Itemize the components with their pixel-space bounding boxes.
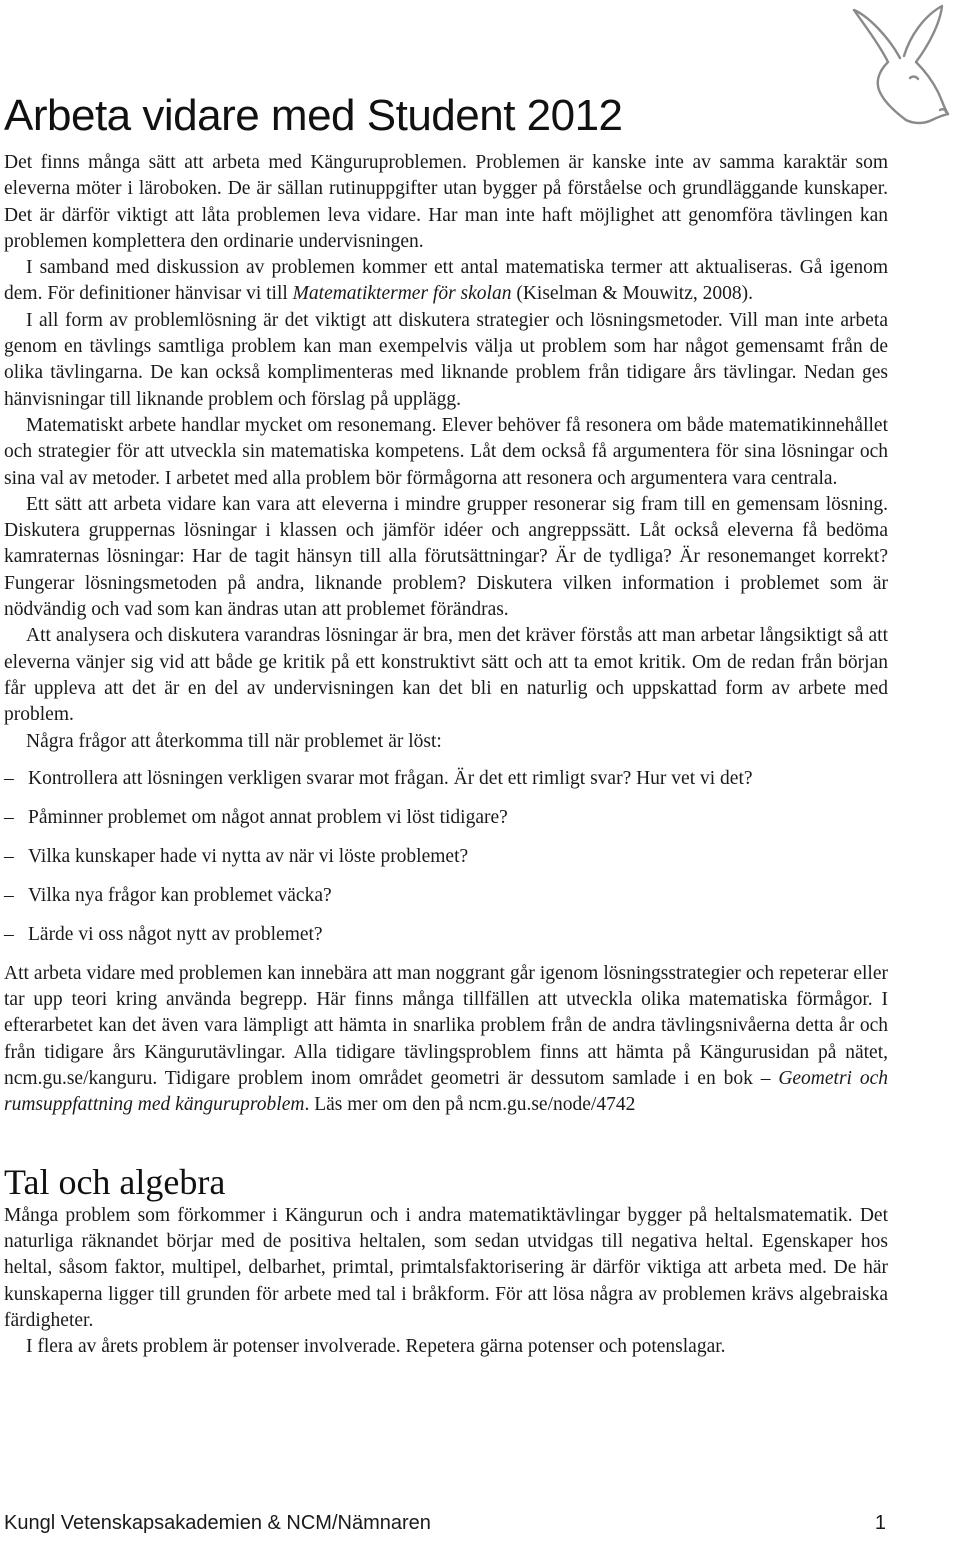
section-heading: Tal och algebra (4, 1161, 226, 1202)
intro-paragraph-6: Att analysera och diskutera varandras lösningar är bra, men det kräver förstås att man arbetar långsiktigt så att eleverna vänjer sig vid att både ge kritik på ett konstruktivt sätt och att ta emot kritik. Om de redan från början får uppleva att det är en del av undervisningen kan det bli en naturlig och uppskattad form av arbete med problem. (4, 625, 888, 726)
list-item-text: Påminner problemet om något annat problem vi löst tidigare? (28, 806, 508, 828)
section-paragraph-2: I flera av årets problem är potenser involverade. Repetera gärna potenser och potenslagar. (26, 1336, 726, 1358)
continuation-paragraph (4, 961, 888, 1119)
paragraph-text: I samband med diskussion av problemen kommer ett antal matematiska termer att aktualiseras. Gå igenom dem. För definitioner hänvisar vi till (4, 257, 888, 305)
page-number: 1 (874, 1512, 886, 1534)
dash-bullet: – (4, 923, 14, 945)
book-title-reference: Geometri och rumsuppfattning med känguruproblem (4, 1068, 888, 1116)
dash-bullet: – (4, 767, 14, 789)
intro-paragraph-1: Det finns många sätt att arbeta med Känguruproblemen. Problemen är kanske inte av samma karaktär som eleverna möter i läroboken. De är sällan rutinuppgifter utan bygger på förståelse och grundläggande kunskaper. Det är därför viktigt att låta problemen leva vidare. Har man inte haft möjlighet att genomföra tävlingen kan problemen komplettera den ordinarie undervisningen. (4, 152, 888, 252)
paragraph-text: (Kiselman & Mouwitz, 2008). (511, 283, 754, 305)
footer-publisher: Kungl Vetenskapsakademien & NCM/Nämnaren (4, 1512, 431, 1534)
dash-bullet: – (4, 806, 14, 828)
intro-paragraph-4: Matematiskt arbete handlar mycket om resonemang. Elever behöver få resonera om både matematikinnehållet och strategier för att utveckla sin matematiska kompetens. Låt dem också få argumentera för sina lösningar och sina val av metoder. I arbetet med alla problem bör förmågorna att resonera och argumentera vara centrala. (4, 414, 888, 489)
intro-paragraph-3: I all form av problemlösning är det viktigt att diskutera strategier och lösningsmetoder. Vill man inte arbeta genom en tävlings samtliga problem kan man exempelvis välja ut problem som har något gemensamt från de olika tävlingarna. De kan också komplimenteras med liknande problem från tidigare års tävlingar. Nedan ges hänvisningar till liknande problem och förslag på upplägg. (4, 309, 888, 410)
list-item (4, 844, 888, 870)
list-item (4, 922, 888, 948)
question-list (4, 766, 888, 948)
list-item-text: Lärde vi oss något nytt av problemet? (28, 923, 323, 945)
list-item-text: Vilka kunskaper hade vi nytta av när vi löste problemet? (28, 845, 469, 867)
dash-bullet: – (4, 884, 14, 906)
dash-bullet: – (4, 845, 14, 867)
list-item-text: Kontrollera att lösningen verkligen svarar mot frågan. Är det ett rimligt svar? Hur vet vi det? (28, 767, 753, 789)
paragraph-text: . Läs mer om den på ncm.gu.se/node/4742 (304, 1094, 636, 1116)
intro-paragraph-2 (4, 255, 888, 308)
kangaroo-head-icon (848, 2, 960, 130)
list-item (4, 883, 888, 909)
page-title: Arbeta vidare med Student 2012 (4, 91, 623, 140)
list-item (4, 766, 888, 792)
book-title-reference: Matematiktermer för skolan (292, 283, 512, 305)
questions-lead-in: Några frågor att återkomma till när problemet är löst: (26, 730, 442, 752)
intro-paragraph-5: Ett sätt att arbeta vidare kan vara att eleverna i mindre grupper resonerar sig fram till en gemensam lösning. Diskutera gruppernas lösningar i klassen och jämför idéer och angreppssätt. Låt också eleverna få bedöma kamraternas lösningar: Har de tagit hänsyn till alla förutsättningar? Är de tydliga? Är resonemanget korrekt? Fungerar lösningsmetoden på andra, liknande problem? Diskutera vilken information i problemet som är nödvändig och vad som kan ändras utan att problemet förändras. (4, 493, 888, 621)
section-paragraph-1: Många problem som förkommer i Kängurun och i andra matematiktävlingar bygger på heltalsmatematik. Det naturliga räknandet börjar med de positiva heltalen, som sedan utvidgas till negativa heltal. Egenskaper hos heltal, såsom faktor, multipel, delbarhet, primtal, primtalsfaktorisering är därför viktiga att arbeta med. De här kunskaperna ligger till grunden för arbete med tal i bråkform. För att lösa några av problemen krävs algebraiska färdigheter. (4, 1204, 888, 1331)
list-item-text: Vilka nya frågor kan problemet väcka? (28, 884, 332, 906)
list-item (4, 805, 888, 831)
paragraph-text: Att arbeta vidare med problemen kan innebära att man noggrant går igenom lösningsstrategier och repeterar eller tar upp teori kring använda begrepp. Här finns många tillfällen att utveckla olika matematiska förmågor. I efterarbetet kan det även vara lämpligt att hämta in snarlika problem från de andra tävlingsnivåerna detta år och från tidigare års Kängurutävlingar. Alla tidigare tävlingsproblem finns att hämta på Kängurusidan på nätet, ncm.gu.se/kanguru. Tidigare problem inom området geometri är dessutom samlade i en bok – (4, 962, 888, 1090)
document-body (4, 150, 888, 1360)
